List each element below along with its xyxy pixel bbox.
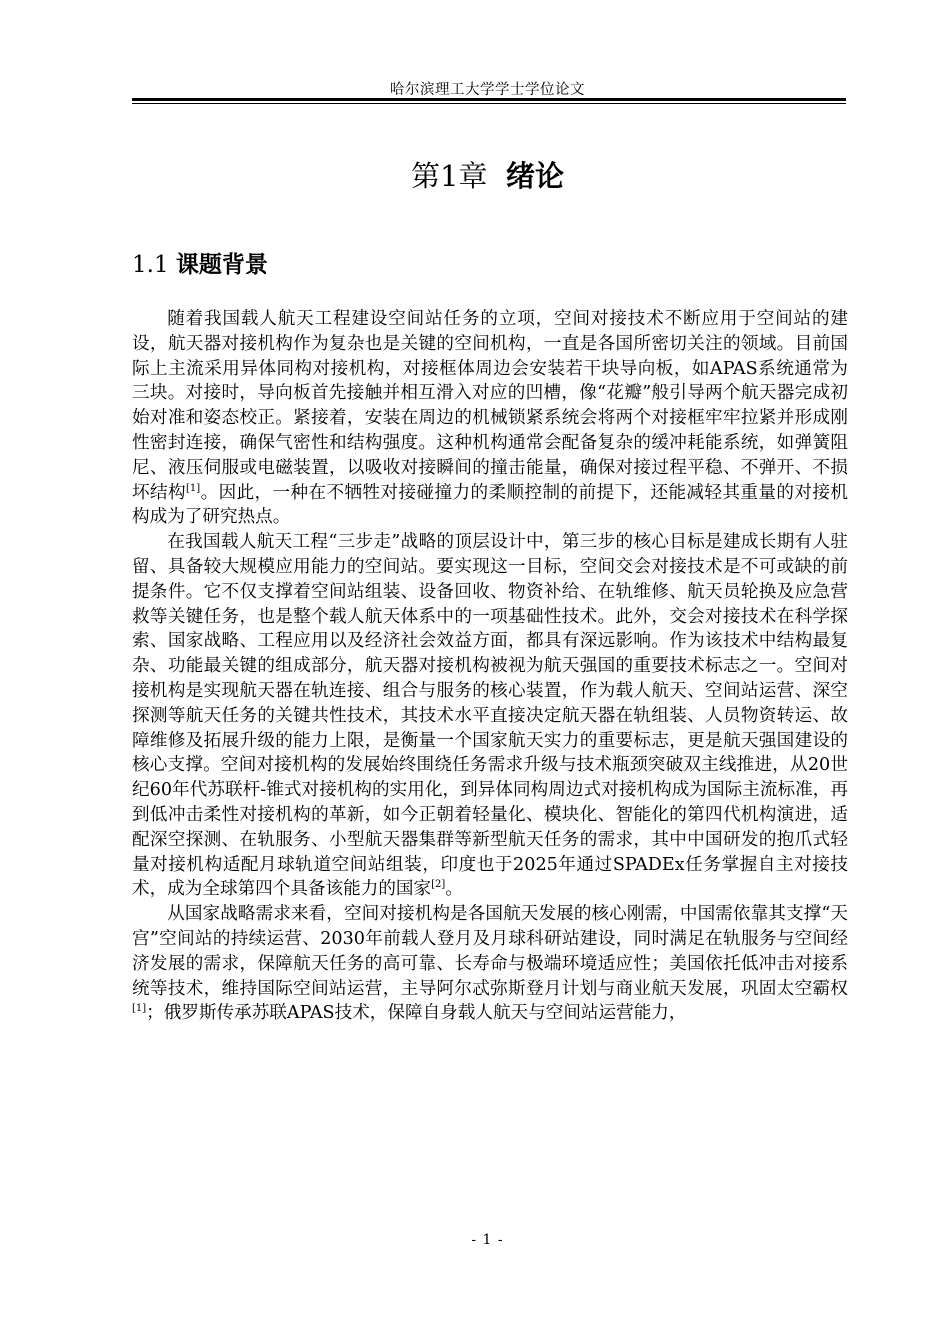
header-rule-thick bbox=[132, 98, 846, 101]
section-title bbox=[132, 246, 268, 279]
chapter-name: 绪论 bbox=[505, 159, 564, 193]
citation[interactable]: [1] bbox=[186, 482, 201, 494]
chapter-title bbox=[0, 154, 950, 195]
body-text bbox=[132, 307, 848, 1026]
chapter-number: 第1章 bbox=[411, 159, 488, 193]
header-rule-thin bbox=[132, 103, 846, 104]
section-name: 课题背景 bbox=[175, 251, 268, 278]
citation[interactable]: [1] bbox=[132, 1003, 147, 1015]
citation[interactable]: [2] bbox=[431, 879, 446, 891]
section-number: 1.1 bbox=[132, 252, 169, 278]
page-number: - 1 - bbox=[471, 1232, 504, 1248]
paragraph: 随着我国载人航天工程建设空间站任务的立项，空间对接技术不断应用于空间站的建设，航天器对接机构作为复杂也是关键的空间机构，一直是各国所密切关注的领域。目前国际上主流采用异体同构对接机构，对接框体周边会安装若干块导向板，如APAS系统通常为三块。对接时，导向板首先接触并相互滑入对应的凹槽，像“花瓣”般引导两个航天器完成初始对准和姿态校正。紧接着，安装在周边的机械锁紧系统会将两个对接框牢牢拉紧并形成刚性密封连接，确保气密性和结构强度。这种机构通常会配备复杂的缓冲耗能系统，如弹簧阻尼、液压伺服或电磁装置，以吸收对接瞬间的撞击能量，确保对接过程平稳、不弹开、不损坏结构[1]。因此，一种在不牺牲对接碰撞力的柔顺控制的前提下，还能减轻其重量的对接机构成为了研究热点。 bbox=[132, 309, 848, 528]
running-header: 哈尔滨理工大学学士学位论文 bbox=[390, 82, 585, 98]
paragraph: 从国家战略需求来看，空间对接机构是各国航天发展的核心刚需，中国需依靠其支撑“天宫”空间站的持续运营、2030年前载人登月及月球科研站建设，同时满足在轨服务与空间经济发展的需求，保障航天任务的高可靠、长寿命与极端环境适应性；美国依托低冲击对接系统等技术，维持国际空间站运营，主导阿尔忒弥斯登月计划与商业航天发展，巩固太空霸权[1]；俄罗斯传承苏联APAS技术，保障自身载人航天与空间站运营能力， bbox=[132, 904, 848, 1024]
paragraph: 在我国载人航天工程“三步走”战略的顶层设计中，第三步的核心目标是建成长期有人驻留、具备较大规模应用能力的空间站。要实现这一目标，空间交会对接技术是不可或缺的前提条件。它不仅支撑着空间站组装、设备回收、物资补给、在轨维修、航天员轮换及应急营救等关键任务，也是整个载人航天体系中的一项基础性技术。此外，交会对接技术在科学探索、国家战略、工程应用以及经济社会效益方面，都具有深远影响。作为该技术中结构最复杂、功能最关键的组成部分，航天器对接机构被视为航天强国的重要技术标志之一。空间对接机构是实现航天器在轨连接、组合与服务的核心装置，作为载人航天、空间站运营、深空探测等航天任务的关键共性技术，其技术水平直接决定航天器在轨组装、人员物资转运、故障维修及拓展升级的能力上限，是衡量一个国家航天实力的重要标志，更是航天强国建设的核心支撑。空间对接机构的发展始终围绕任务需求升级与技术瓶颈突破双主线推进，从20世纪60年代苏联杆-锥式对接机构的实用化，到异体同构周边式对接机构成为国际主流标准，再到低冲击柔性对接机构的革新，如今正朝着轻量化、模块化、智能化的第四代机构演进，适配深空探测、在轨服务、小型航天器集群等新型航天任务的需求，其中中国研发的抱爪式轻量对接机构适配月球轨道空间站组装，印度也于2025年通过SPADEx任务掌握自主对接技术，成为全球第四个具备该能力的国家[2]。 bbox=[132, 532, 848, 900]
